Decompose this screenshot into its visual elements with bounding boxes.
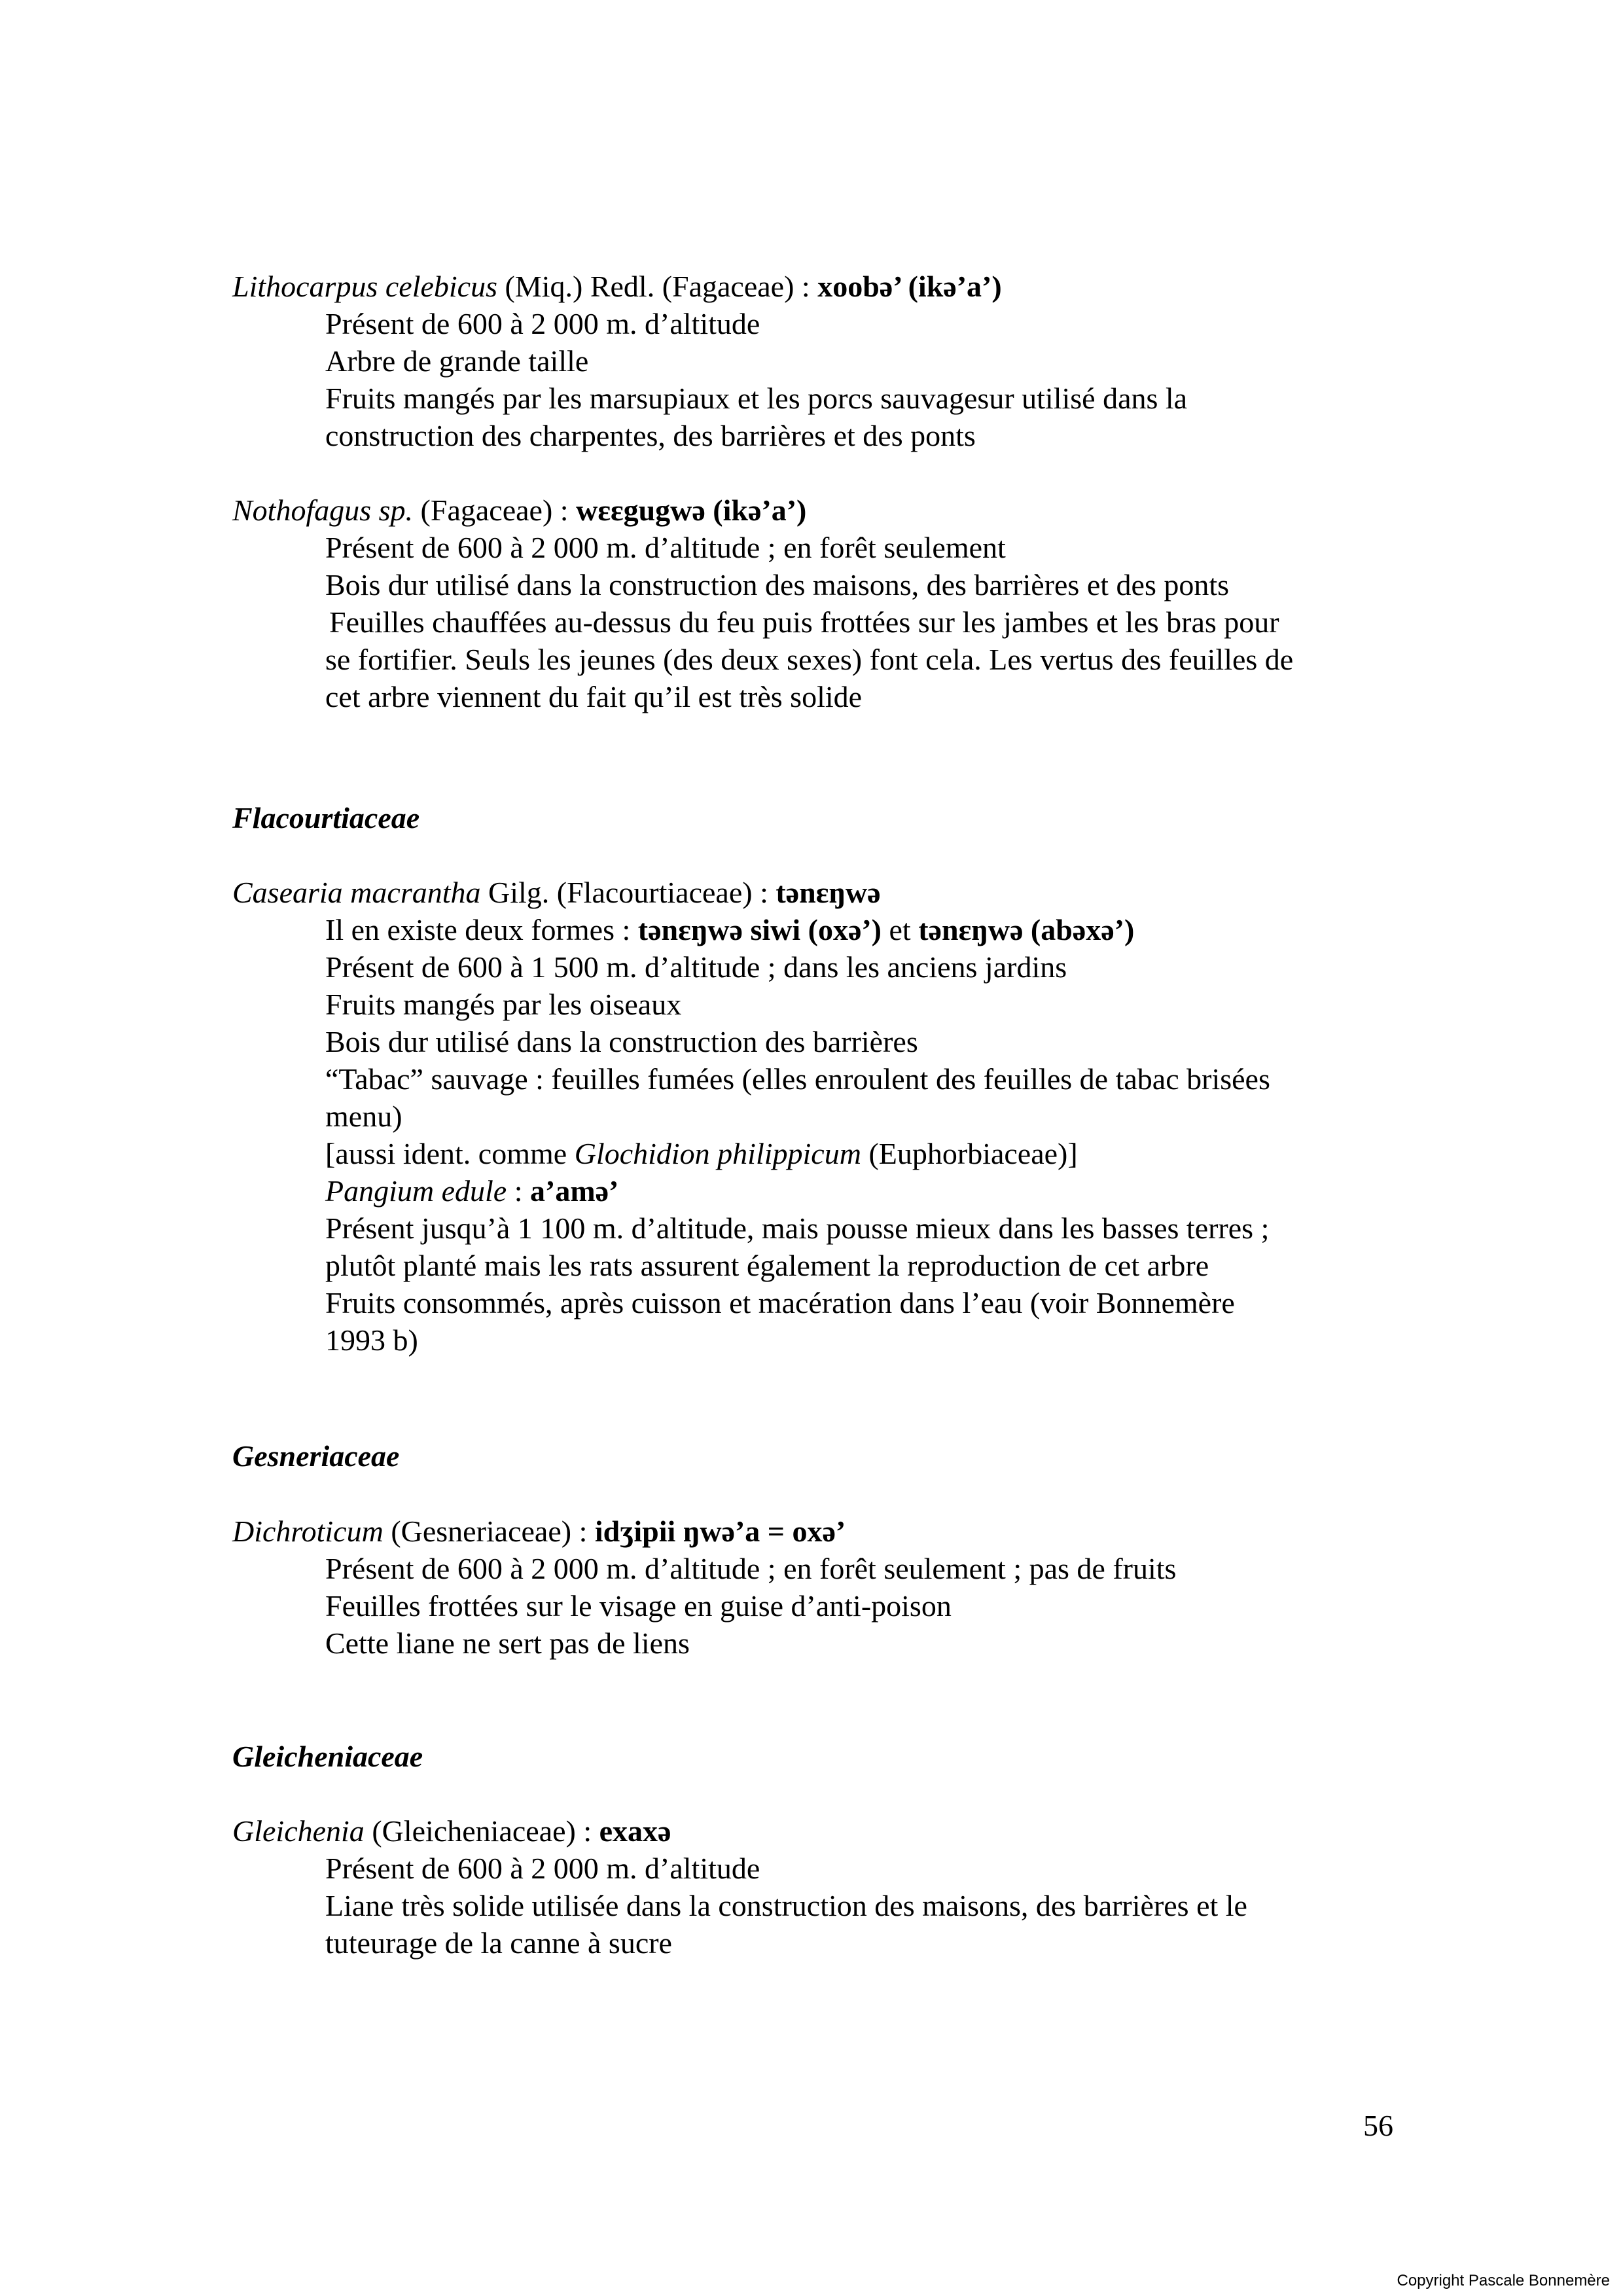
native-form-2: tənɛŋwə (abəxə’) <box>918 913 1135 946</box>
species-name: Casearia macrantha <box>232 876 481 909</box>
entry-casearia-heading <box>232 874 881 911</box>
entry-line: Feuilles chauffées au-dessus du feu puis frottées sur les jambes et les bras pour <box>329 605 1279 639</box>
authority-family: (Gesneriaceae) : <box>383 1515 595 1548</box>
authority-family: (Miq.) Redl. (Fagaceae) : <box>497 270 818 303</box>
entry-line: plutôt planté mais les rats assurent également la reproduction de cet arbre <box>325 1249 1209 1282</box>
entry-line: Arbre de grande taille <box>325 344 589 378</box>
authority-family: (Fagaceae) : <box>413 493 577 527</box>
entry-line: Fruits mangés par les marsupiaux et les porcs sauvagesur utilisé dans la <box>325 382 1188 415</box>
entry-line: Liane très solide utilisée dans la construction des maisons, des barrières et le <box>325 1889 1247 1922</box>
copyright-notice: Copyright Pascale Bonnemère <box>1397 2272 1610 2289</box>
entry-line: Présent de 600 à 2 000 m. d’altitude <box>325 1852 760 1885</box>
entry-line: Feuilles frottées sur le visage en guise d’anti-poison <box>325 1589 952 1623</box>
entry-line: menu) <box>325 1100 402 1133</box>
native-name: a’amə’ <box>530 1174 619 1208</box>
page-number: 56 <box>1363 2109 1393 2142</box>
entry-lithocarpus-heading <box>232 268 1002 305</box>
authority-family: Gilg. (Flacourtiaceae) : <box>480 876 776 909</box>
entry-line: Bois dur utilisé dans la construction des barrières <box>325 1025 918 1058</box>
species-name: Dichroticum <box>232 1515 383 1548</box>
separator: : <box>507 1174 530 1208</box>
entry-line: tuteurage de la canne à sucre <box>325 1926 672 1960</box>
species-name: Nothofagus sp. <box>232 493 414 527</box>
entry-nothofagus-heading <box>232 492 806 529</box>
entry-line: Présent de 600 à 1 500 m. d’altitude ; dans les anciens jardins <box>325 950 1067 984</box>
entry-line: Bois dur utilisé dans la construction des maisons, des barrières et des ponts <box>325 568 1230 601</box>
forms-mid: et <box>882 913 919 946</box>
species-name: Pangium edule <box>325 1174 507 1208</box>
entry-line: Présent de 600 à 2 000 m. d’altitude <box>325 307 760 340</box>
family-heading-gesneriaceae: Gesneriaceae <box>232 1439 400 1473</box>
family-heading-gleicheniaceae: Gleicheniaceae <box>232 1740 423 1773</box>
ident-suffix: (Euphorbiaceae)] <box>861 1137 1078 1170</box>
entry-line: 1993 b) <box>325 1323 418 1357</box>
native-name: tənɛŋwə <box>776 876 881 909</box>
entry-line: Fruits mangés par les oiseaux <box>325 988 682 1021</box>
entry-gleichenia-heading <box>232 1813 671 1850</box>
entry-line: construction des charpentes, des barrières et des ponts <box>325 419 976 452</box>
native-name: xoobə’ (ikə’a’) <box>817 270 1002 303</box>
entry-line-forms <box>325 912 1134 948</box>
entry-line: Fruits consommés, après cuisson et macération dans l’eau (voir Bonnemère <box>325 1286 1235 1319</box>
native-name: exaxə <box>599 1814 671 1848</box>
entry-line: Cette liane ne sert pas de liens <box>325 1626 690 1660</box>
forms-prefix: Il en existe deux formes : <box>325 913 638 946</box>
entry-line-ident <box>325 1136 1078 1172</box>
native-form-1: tənɛŋwə siwi (oxə’) <box>637 913 882 946</box>
native-name: idʒipii ŋwə’a = oxə’ <box>594 1515 846 1548</box>
species-name: Glochidion philippicum <box>574 1137 861 1170</box>
entry-line: “Tabac” sauvage : feuilles fumées (elles enroulent des feuilles de tabac brisées <box>325 1062 1270 1096</box>
entry-line: se fortifier. Seuls les jeunes (des deux sexes) font cela. Les vertus des feuilles de <box>325 643 1294 676</box>
entry-dichroticum-heading <box>232 1513 846 1550</box>
authority-family: (Gleicheniaceae) : <box>364 1814 599 1848</box>
entry-line: Présent jusqu’à 1 100 m. d’altitude, mais pousse mieux dans les basses terres ; <box>325 1211 1270 1245</box>
native-name: wɛɛgugwə (ikə’a’) <box>576 493 807 527</box>
entry-line: Présent de 600 à 2 000 m. d’altitude ; en forêt seulement <box>325 531 1006 564</box>
species-name: Lithocarpus celebicus <box>232 270 497 303</box>
entry-line: cet arbre viennent du fait qu’il est très solide <box>325 680 863 713</box>
species-name: Gleichenia <box>232 1814 365 1848</box>
ident-prefix: [aussi ident. comme <box>325 1137 575 1170</box>
entry-line-pangium <box>325 1173 618 1210</box>
entry-line: Présent de 600 à 2 000 m. d’altitude ; en forêt seulement ; pas de fruits <box>325 1552 1177 1585</box>
family-heading-flacourtiaceae: Flacourtiaceae <box>232 801 420 834</box>
